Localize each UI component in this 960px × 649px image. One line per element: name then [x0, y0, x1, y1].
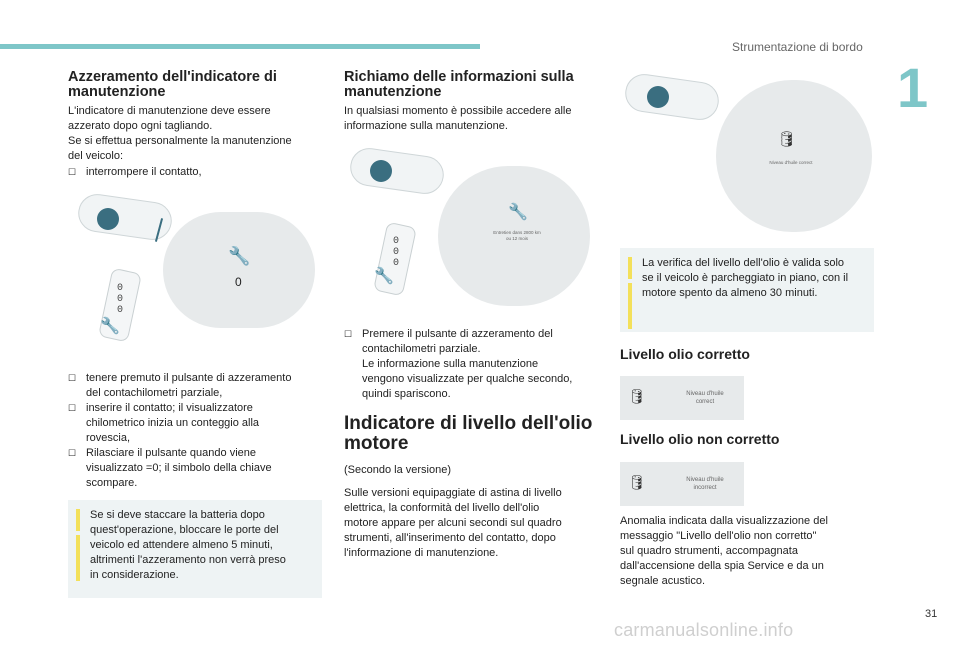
oil-level-body: Sulle versioni equipaggiate di astina di livello elettrica, la conformità del livello dell'olio motore appare per alcuni secondi sul quadro strumenti, all'inserimento del contatto, dopo l'informazione di manutenzione. — [344, 487, 562, 559]
col1-note: Se si deve staccare la batteria dopo quest'operazione, bloccare le porte del veicolo ed attendere almeno 5 minuti, altrimenti l'azzeramento non verrà preso in considerazione. — [68, 500, 322, 598]
button-dot-icon — [97, 208, 119, 230]
col2-intro: In qualsiasi momento è possibile accedere alle informazione sulla manutenzione. — [344, 105, 572, 132]
oil-can-icon: 🛢 — [628, 474, 646, 490]
odometer-digits: 0 0 0 — [116, 283, 123, 316]
header-accent-bar — [0, 44, 480, 49]
oil-bad-description: Anomalia indicata dalla visualizzazione del messaggio "Livello dell'olio non corretto" sul quadro strumenti, accompagnata dall'accensione della spia Service e da un segnale acustico. — [620, 515, 828, 587]
oil-can-icon: 🛢 — [777, 131, 797, 148]
oil-bad-title: Livello olio non corretto — [620, 431, 780, 447]
col2-step: ☐ Premere il pulsante di azzeramento del contachilometri parziale. Le informazione sulla manutenzione vengono visualizzate per qualche secondo, quindi spariscono. — [344, 328, 573, 400]
counter-value: 0 — [235, 275, 242, 289]
button-outline — [623, 72, 721, 123]
wrench-small-icon: 🔧 — [100, 318, 120, 335]
oil-level-title: Indicatore di livello dell'olio motore — [344, 413, 593, 454]
section-title: Strumentazione di bordo — [732, 40, 863, 54]
col3-note: La verifica del livello dell'olio è valida solo se il veicolo è parcheggiato in piano, con il motore spento da almeno 30 minuti. — [620, 248, 874, 332]
watermark: carmanualsonline.info — [614, 620, 794, 640]
oil-bad-label: Niveau d'huile incorrect — [686, 477, 724, 491]
oil-ok-display — [620, 376, 744, 420]
note-marker — [76, 509, 80, 531]
col2-title: Richiamo delle informazioni sulla manutenzione — [344, 69, 574, 100]
cluster-dial — [163, 212, 315, 328]
button-dot-icon — [647, 86, 669, 108]
oil-can-icon: 🛢 — [628, 388, 646, 404]
odometer-digits: 0 0 0 — [392, 236, 399, 269]
wrench-icon: 🔧 — [228, 246, 251, 266]
wrench-icon: 🔧 — [508, 204, 528, 221]
oil-bad-display — [620, 462, 744, 506]
note-marker — [628, 257, 632, 279]
button-outline — [348, 146, 446, 197]
button-outline — [76, 192, 174, 243]
button-dot-icon — [370, 160, 392, 182]
oil-ok-label: Niveau d'huile correct — [686, 391, 724, 405]
cluster-dial — [716, 80, 872, 232]
col1-title: Azzeramento dell'indicatore di manutenzione — [68, 69, 277, 100]
col1-steps: ☐ tenere premuto il pulsante di azzeramento del contachilometri parziale, ☐ inserire il contatto; il visualizzatore chilometrico inizia un conteggio alla rovescia, ☐ Rilasciare il pulsante quando viene visualizzato =0; il simbolo della chiave scompare. — [68, 372, 292, 489]
chapter-number: 1 — [897, 56, 929, 119]
version-note: (Secondo la versione) — [344, 464, 452, 476]
page-number: 31 — [925, 608, 938, 620]
col1-intro: L'indicatore di manutenzione deve essere azzerato dopo ogni tagliando. Se si effettua personalmente la manutenzione del veicolo: — [68, 105, 292, 162]
oil-ok-title: Livello olio corretto — [620, 346, 750, 362]
oil-status-text: Niveau d'huile correct — [769, 160, 813, 165]
wrench-small-icon: 🔧 — [374, 268, 394, 285]
maintenance-info-text: Entretien dans 2800 km ou 12 mois — [493, 230, 541, 241]
col1-bullet-1: ☐ interrompere il contatto, — [68, 166, 202, 178]
